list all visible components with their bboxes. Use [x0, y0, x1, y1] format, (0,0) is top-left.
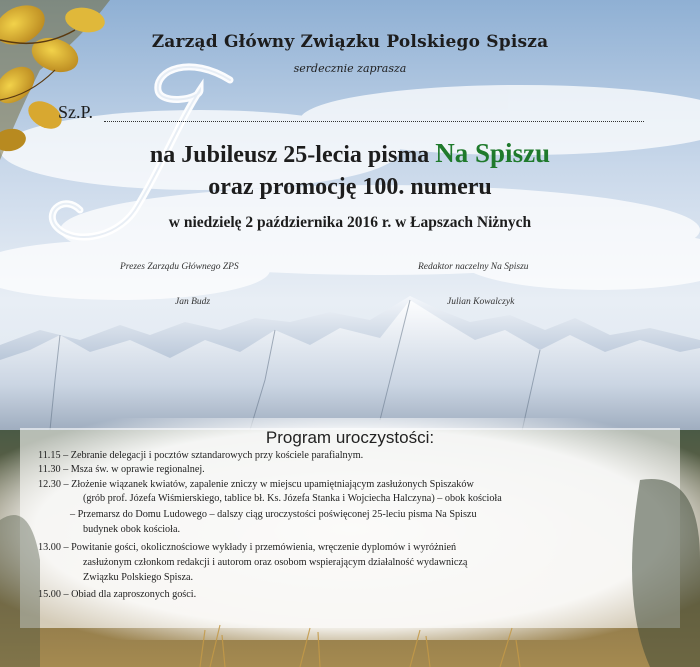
program-line: – Przemarsz do Domu Ludowego – dalszy ciąg uroczystości poświęconej 25-leciu pisma Na Spiszu	[70, 509, 477, 520]
program-line: Związku Polskiego Spisza.	[83, 572, 194, 583]
event-title-line2: oraz promocję 100. numeru	[208, 174, 492, 200]
event-date: w niedzielę 2 października 2016 r. w Łapszach Niżnych	[168, 214, 532, 231]
left-signatory-name: Jan Budz	[175, 297, 211, 307]
recipient-name-line	[104, 121, 644, 122]
left-signatory-role: Prezes Zarządu Głównego ZPS	[120, 262, 239, 272]
program-line: 11.30 – Msza św. w oprawie regionalnej.	[38, 464, 205, 475]
organization-title: Zarząd Główny Związku Polskiego Spisza	[151, 32, 549, 52]
event-title-line1	[0, 138, 700, 169]
title-prefix: na Jubileusz 25-lecia pisma	[149, 142, 436, 168]
program-line: 11.15 – Zebranie delegacji i pocztów sztandarowych przy kościele parafialnym.	[38, 450, 364, 461]
right-signatory-role: Redaktor naczelny Na Spiszu	[418, 262, 529, 272]
program-line: budynek obok kościoła.	[83, 524, 181, 535]
right-signatory-name: Julian Kowalczyk	[447, 297, 515, 307]
program-line: zasłużonym członkom redakcji i autorom oraz osobom wspierającym działalność wydawniczą	[83, 557, 468, 568]
program-line: 12.30 – Złożenie wiązanek kwiatów, zapalenie zniczy w miejscu upamiętniającym zasłużonych Spiszaków	[38, 479, 474, 490]
magazine-name: Na Spiszu	[435, 138, 551, 168]
program-line: 13.00 – Powitanie gości, okolicznościowe wykłady i przemówienia, wręczenie dyplomów i wyróżnień	[38, 542, 457, 553]
program-title: Program uroczystości:	[265, 428, 435, 447]
program-line: (grób prof. Józefa Wiśmierskiego, tablice bł. Ks. Józefa Stanka i Wojciecha Halczyna) – obok kościoła	[83, 493, 502, 504]
program-line: 15.00 – Obiad dla zaproszonych gości.	[38, 589, 197, 600]
recipient-label: Sz.P.	[58, 102, 94, 122]
invite-subtitle: serdecznie zaprasza	[293, 62, 407, 75]
